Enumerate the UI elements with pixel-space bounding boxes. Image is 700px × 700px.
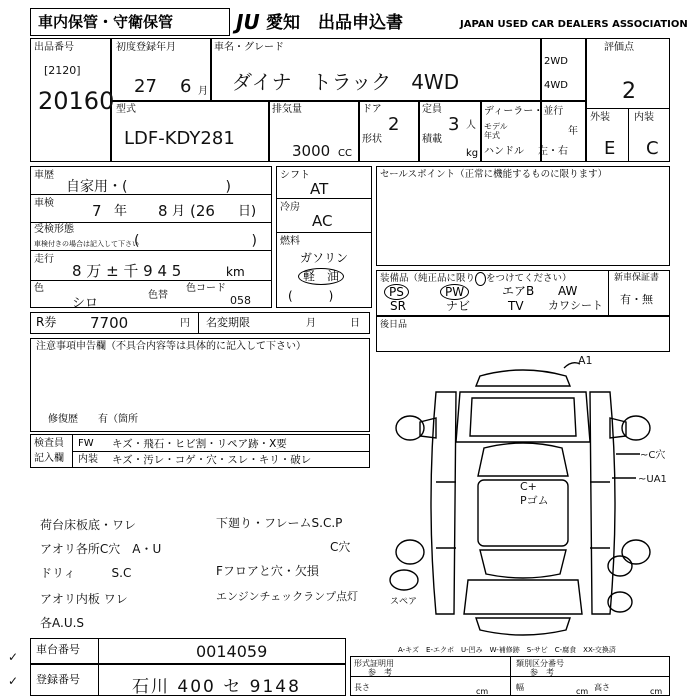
int-label: 内装 <box>634 112 654 123</box>
ext-value: E <box>604 138 616 159</box>
shaken-month-unit: 月 <box>172 204 186 219</box>
remark-right-4: エンジンチェックランプ点灯 <box>216 590 359 603</box>
warranty-value: 有・無 <box>620 293 653 306</box>
shift-label: シフト <box>280 170 310 181</box>
rating-value: 2 <box>622 79 636 104</box>
model-value: LDF-KDY281 <box>124 128 235 149</box>
registration-month-unit: 月 <box>198 86 208 97</box>
equip-airbag: エアB <box>502 284 535 298</box>
chassis-label: 車台番号 <box>36 643 80 656</box>
color-label: 色 <box>34 283 44 294</box>
name-change-month: 月 <box>306 318 316 329</box>
fuel-gas: ガソリン <box>300 251 349 265</box>
recycle-box <box>30 312 370 334</box>
check-mark-1: ✓ <box>8 650 19 664</box>
doors-value: 2 <box>388 114 400 135</box>
cab-top <box>456 392 590 442</box>
check-mark-2: ✓ <box>8 674 19 688</box>
sales-point-box <box>376 166 670 266</box>
remark-right-3: Fフロアと穴・欠損 <box>216 564 319 578</box>
recycle-value: 7700 <box>90 314 129 332</box>
chassis-value: 0014059 <box>196 642 268 661</box>
registration-year: 27 <box>134 76 157 97</box>
right-side <box>590 392 615 614</box>
cert-ref2: 参 考 <box>530 668 554 677</box>
int-value: C <box>646 138 659 159</box>
cert-height-unit: cm <box>650 687 663 696</box>
warranty-label: 新車保証書 <box>614 273 660 283</box>
cert-length: 長さ <box>354 683 370 692</box>
wheel-rr <box>622 540 650 564</box>
sales-point-label: セールスポイント（正常に機能するものに限ります） <box>380 169 608 180</box>
handle-label: ハンドル <box>484 146 524 157</box>
displacement-unit: CC <box>338 148 352 159</box>
color-code-label: 色コード <box>186 283 226 294</box>
storage-label: 車内保管・守衛保管 <box>38 13 174 31</box>
model-year-label: モデル年式 <box>484 122 508 140</box>
equip-pw: PW <box>440 284 469 300</box>
equip-sr: SR <box>390 299 406 313</box>
cert-ref: 参 考 <box>368 668 392 677</box>
repair-history: 修復歴 有（箇所 <box>48 414 138 425</box>
remark-3: ドリィ S.C <box>40 566 132 580</box>
lot-sub: [2120] <box>44 64 81 77</box>
equip-tv: TV <box>508 299 524 313</box>
diagram-spare-label: スペア <box>390 597 418 607</box>
receipt-value: ( ) <box>134 233 257 249</box>
car-name: ダイナ トラック 4WD <box>232 70 460 94</box>
equip-aw: AW <box>558 284 578 298</box>
model-label: 型式 <box>116 104 136 115</box>
remark-1: 荷台床板底・ワレ <box>40 518 137 532</box>
rear-window <box>480 550 566 578</box>
cert-length-unit: cm <box>476 687 489 696</box>
trunk <box>464 580 582 614</box>
capacity-value: 3 <box>448 114 460 135</box>
shaken-day-unit: 日) <box>238 204 257 219</box>
car-label: 車名・グレード <box>214 42 284 53</box>
rear-bumper <box>476 618 570 635</box>
shaken-month: 8 <box>158 202 168 220</box>
ju-logo: JU <box>236 10 260 34</box>
shaken-year: 7 <box>92 202 102 220</box>
receipt-label: 受検形態 <box>34 224 74 235</box>
cert-label: 形式証明用 <box>354 659 394 668</box>
remark-right-1: 下廻り・フレームS.C.P <box>216 516 343 530</box>
usage-value: 自家用・( ) <box>66 179 231 195</box>
fuel-diesel: 軽 油 <box>298 268 344 285</box>
usage-label: 車歴 <box>34 170 54 181</box>
name-change-label: 名変期限 <box>206 316 250 329</box>
cert-cat-label: 類別区分番号 <box>516 659 564 668</box>
shape-label: 形状 <box>362 134 382 145</box>
equipment-grid <box>380 284 606 314</box>
mileage-label: 走行 <box>34 254 54 265</box>
shaken-day: (26 <box>190 202 215 220</box>
branch-name: 愛知 <box>266 13 300 33</box>
inspector-label-2: 記入欄 <box>34 453 64 464</box>
plate-label: 登録番号 <box>36 673 80 686</box>
ac-value: AC <box>312 212 333 230</box>
equip-navi: ナビ <box>446 299 471 313</box>
lot-label: 出品番号 <box>34 42 74 53</box>
fuel-label: 燃料 <box>280 236 300 247</box>
registration-month: 6 <box>180 76 192 97</box>
drive-2wd: 2WD <box>544 56 568 67</box>
diagram-ua1: ~UA1 <box>638 474 667 485</box>
cert-height: 高さ <box>594 683 610 692</box>
association-name: JAPAN USED CAR DEALERS ASSOCIATION <box>460 19 688 30</box>
int-insp-items: キズ・汚レ・コゲ・穴・スレ・キリ・破レ <box>112 454 312 466</box>
windshield <box>478 443 568 476</box>
year-unit: 年 <box>568 126 578 137</box>
equip-leather-seat: カワシート <box>548 299 603 312</box>
mileage-value: 8 万 ± 千 9 4 5 <box>72 262 182 280</box>
cert-width: 幅 <box>516 683 524 692</box>
equip-ps: PS <box>384 284 409 300</box>
rear-items-label: 後日品 <box>380 320 408 330</box>
recycle-unit: 円 <box>180 318 190 329</box>
load-label: 積載 <box>422 134 442 145</box>
remark-2: アオリ各所C穴 A・U <box>40 542 162 556</box>
plate-value: 石川 400 セ 9148 <box>132 677 301 697</box>
rating-label: 評価点 <box>604 42 634 53</box>
cert-width-unit: cm <box>576 687 589 696</box>
receipt-sub: 車検付きの場合は記入して下さい <box>34 240 139 248</box>
handle-options: 左・右 <box>538 146 568 157</box>
remark-4: アオリ内板 ワレ <box>40 592 128 606</box>
shaken-label: 車検 <box>34 198 54 209</box>
lot-number: 20160 <box>38 87 115 115</box>
remark-right-2: C穴 <box>330 540 351 554</box>
ac-label: 冷房 <box>280 202 300 213</box>
diagram-cp: C+ Pゴム <box>520 480 549 507</box>
left-side <box>431 392 456 614</box>
equipment-label-a: 装備品（純正品に限り <box>380 273 476 284</box>
rear-items-box <box>376 316 670 352</box>
front-bumper <box>476 370 570 386</box>
form-title: 出品申込書 <box>318 13 403 33</box>
registration-label: 初度登録年月 <box>116 42 176 53</box>
color-code: 058 <box>230 294 251 307</box>
displacement-value: 3000 <box>292 142 331 160</box>
color-change-label: 色替 <box>148 290 168 301</box>
fuel-other: ( ) <box>288 289 334 303</box>
capacity-unit: 人 <box>466 120 476 131</box>
mileage-unit: km <box>226 265 245 279</box>
fw-items: キズ・飛石・ヒビ割・リペア跡・X要 <box>112 438 287 450</box>
notes-label: 注意事項申告欄（不具合内容等は具体的に記入して下さい） <box>36 341 306 352</box>
capacity-label: 定員 <box>422 104 442 115</box>
doors-label: ドア <box>362 104 382 115</box>
load-unit: kg <box>466 148 479 159</box>
fw-label: FW <box>78 438 94 449</box>
name-change-day: 日 <box>350 318 360 329</box>
remark-5: 各A.U.S <box>40 616 85 630</box>
drive-4wd: 4WD <box>544 80 568 91</box>
color-value: シロ <box>72 296 99 311</box>
wheel-rl <box>396 540 424 564</box>
displacement-label: 排気量 <box>272 104 302 115</box>
int-insp-label: 内装 <box>78 454 98 465</box>
diagram-uc: ~C穴 <box>640 450 666 461</box>
diagram-a1: A1 <box>578 354 593 367</box>
shaken-year-unit: 年 <box>114 204 128 219</box>
equipment-label-b: をつけてください） <box>486 273 572 284</box>
spare-tire <box>390 570 418 590</box>
ext-label: 外装 <box>590 112 610 123</box>
shift-value: AT <box>310 180 329 198</box>
damage-legend: A-キズ E-エクボ U-凹み W-補修跡 S-サビ C-腐食 XX-交換済 <box>398 646 616 654</box>
inspector-label-1: 検査員 <box>34 438 64 449</box>
dealer-label: ディーラー・並行 <box>484 106 564 117</box>
recycle-label: R券 <box>36 315 57 329</box>
